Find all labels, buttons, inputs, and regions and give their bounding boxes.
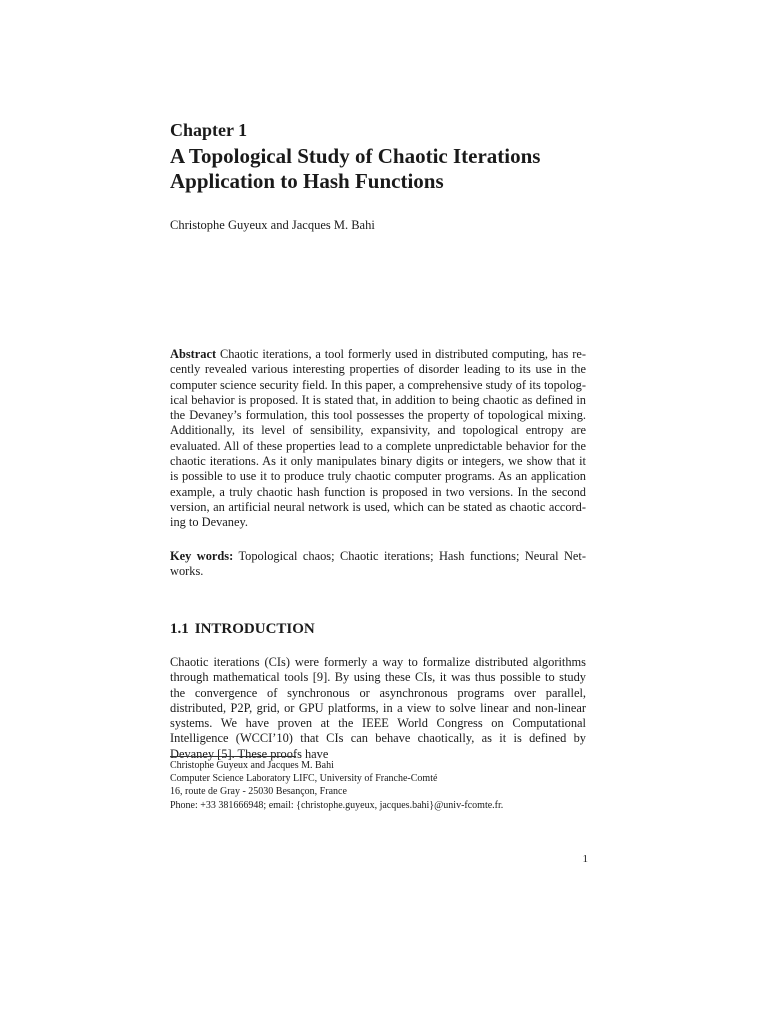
footnote-line: Phone: +33 381666948; email: {christophe.guyeux, jacques.bahi}@univ-fcomte.fr. xyxy=(170,799,504,811)
keywords-text: Topological chaos; Chaotic iterations; Hash functions; Neural Networks. xyxy=(170,549,586,579)
section-heading xyxy=(170,619,315,639)
chapter-label: Chapter 1 xyxy=(170,120,248,140)
keywords xyxy=(170,549,586,580)
author-list: Christophe Guyeux and Jacques M. Bahi xyxy=(170,218,375,232)
chapter-title-line-1: A Topological Study of Chaotic Iterations xyxy=(170,144,541,168)
abstract xyxy=(170,347,586,531)
chapter-title-line-2: Application to Hash Functions xyxy=(170,169,444,193)
section-number: 1.1 xyxy=(170,621,189,637)
section-title: INTRODUCTION xyxy=(194,621,315,637)
introduction-paragraph: Chaotic iterations (CIs) were formerly a way to formalize distributed algorithms through mathematical tools [9]. By using these CIs, it was thus possible to study the convergence of synchronous or asynchronous programs over parallel, distributed, P2P, grid, or GPU platforms, in a view to solve linear and non-linear systems. We have proven at the IEEE World Congress on Computational Intelligence (WCCI’10) that CIs can behave chaotically, as it is defined by Devaney [5]. These proofs have xyxy=(170,655,586,761)
footnote-line: Christophe Guyeux and Jacques M. Bahi xyxy=(170,760,334,771)
footnote xyxy=(170,759,586,812)
abstract-lead: Abstract xyxy=(170,347,217,361)
chapter-title xyxy=(170,144,590,194)
footnote-rule xyxy=(170,756,296,757)
keywords-lead: Key words: xyxy=(170,549,234,563)
abstract-text: Chaotic iterations, a tool formerly used in distributed computing, has recently revealed various interesting properties of disorder leading to its use in the computer science security field. In this paper, a comprehensive study of its topological behavior is proposed. It is stated that, in addition to being chaotic as defined in the Devaney’s formulation, this tool possesses the property of topological mixing. Additionally, its level of sensibility, expansivity, and topological entropy are evaluated. All of these properties lead to a complete unpredictable behavior for the chaotic iterations. As it only manipulates binary digits or integers, we show that it is possible to use it to produce truly chaotic computer programs. As an application example, a truly chaotic hash function is proposed in two versions. In the second version, an artificial neural network is used, which can be stated as chaotic according to Devaney. xyxy=(170,347,586,530)
footnote-line: 16, route de Gray - 25030 Besançon, France xyxy=(170,786,347,798)
page-number: 1 xyxy=(582,853,588,865)
footnote-line: Computer Science Laboratory LIFC, University of Franche-Comté xyxy=(170,773,438,785)
